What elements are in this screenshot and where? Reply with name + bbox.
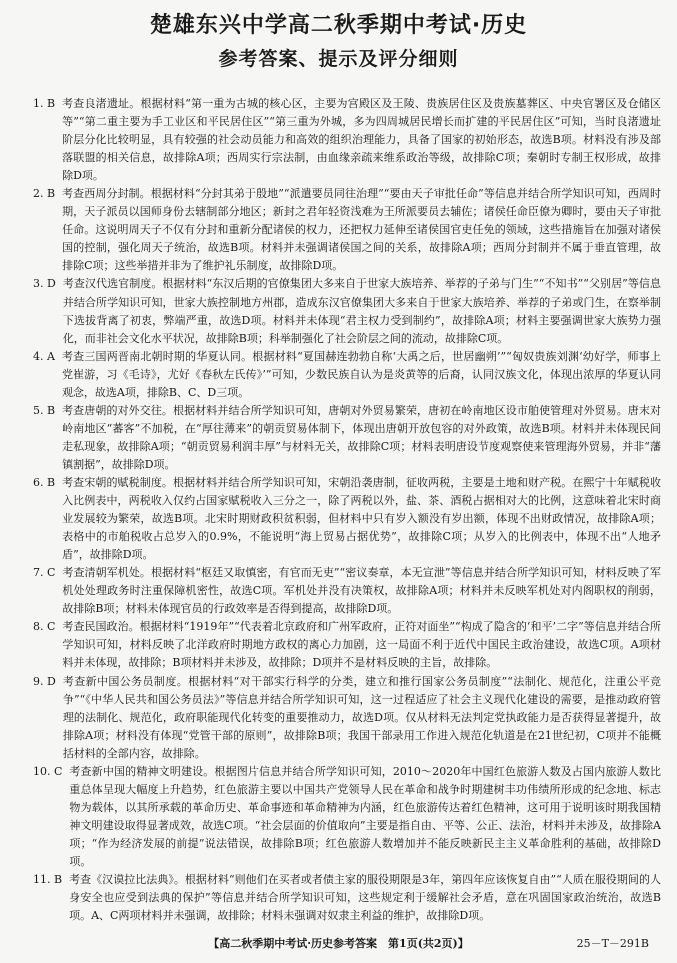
answer-number: 2. B [33, 187, 63, 201]
answer-item-11 [33, 871, 661, 925]
answer-item-1 [33, 95, 661, 185]
answer-explanation: 考查良渚遗址。根据材料“第一重为古城的核心区，主要为宫殿区及王陵、贵族居住区及贵族墓葬区、中央官署区及仓储区等”“第二重主要为手工业区和平民居住区”“第三重为外城，多为四周城居民增长而扩建的平民居住区”可知，当时良渚遗址阶层分化比较明显，具有较强的社会动员能力和高效的组织治理能力，具备了国家的初始形态，故选B项。材料没有涉及部落联盟的相关信息，故排除A项；西周实行宗法制，由血缘亲疏来维系政治等级，故排除C项；秦朝时专制王权形成，故排除D项。 [62, 97, 661, 183]
answer-explanation: 考查唐朝的对外交往。根据材料并结合所学知识可知，唐朝对外贸易繁荣，唐初在岭南地区设市舶使管理对外贸易。唐末对岭南地区“蕃客”不加税，在“厚往薄来”的朝贡贸易体制下，体现出唐朝开放包容的对外政策，故选B项。材料并未体现民间走私现象，故排除A项；“朝贡贸易利润丰厚”与材料无关，故排除C项；材料表明唐设节度观察使来管理海外贸易，并非“藩镇割据”，故排除D项。 [62, 403, 661, 471]
answer-item-5 [33, 402, 661, 474]
answer-explanation: 考查《汉谟拉比法典》。根据材料“则他们在买者或者债主家的服役期限是3年，第四年应该恢复自由”“人质在服役期间的人身安全也应受到法典的保护”等信息并结合所学知识可知，这些规定利于缓解社会矛盾，意在巩固国家政治统治，故选B项。A、C两项材料并未强调，故排除；材料未强调对奴隶主利益的维护，故排除D项。 [69, 873, 661, 923]
answer-explanation: 考查清朝军机处。根据材料“枢廷又取慎密，有官而无吏”“密议奏章，本无宣泄”等信息并结合所学知识可知，材料反映了军机处处理政务时注重保障机密性，故选C项。军机处并没有决策权，故排除A项；材料并未反映军机处对内阁职权的削弱，故排除B项；材料未体现官员的行政效率是否得到提高，故排除D项。 [62, 566, 661, 616]
answer-number: 9. D [33, 674, 63, 688]
answer-item-9 [33, 673, 661, 763]
footer-page-info: 【高二秋季期中考试·历史参考答案 第1页(共2页)】 [208, 937, 469, 950]
answer-item-7 [33, 564, 661, 618]
answer-number: 1. B [33, 97, 63, 110]
answer-number: 4. A [33, 349, 62, 363]
answer-explanation: 考查西周分封制。根据材料“分封其弟于殷地”“派遣要员同往治理”“要由天子审批任命”等信息并结合所学知识可知，西周时期，天子派员以国师身份去辖制部分地区；新封之君年轻资浅难为王所派要员去辅佐；诸侯任命臣僚为卿时，要由天子审批任命。这说明周天子不仅有分封和重新分配诸侯的权力，还把权力延伸至诸侯国官吏任免的领域，这些措施旨在加强对诸侯国的控制，强化周天子统治，故选B项。材料并未强调诸侯国之间的关系，故排除A项；西周分封制并不属于垂直管理，故排除C项；这些举措并非为了维护礼乐制度，故排除D项。 [62, 187, 661, 273]
answer-item-3 [33, 275, 661, 347]
answer-item-2 [33, 185, 661, 275]
answer-explanation: 考查新中国的精神文明建设。根据图片信息并结合所学知识可知，2010～2020年中国红色旅游人数及占国内旅游人数比重总体呈现大幅度上升趋势，红色旅游主要以中国共产党领导人民在革命和战争时期建树丰功伟绩所形成的纪念地、标志物为载体，以其所承载的革命历史、革命事迹和革命精神为内涵，红色旅游传达着红色精神，这可用于说明该时期我国精神文明建设取得显著成效，故选C项。“社会层面的价值取向”主要是指自由、平等、公正、法治，材料并未涉及，故排除A项；“作为经济发展的前提”说法错误，故排除B项；红色旅游人数增加并不能反映新民主主义革命胜利的基础，故排除D项。 [69, 764, 661, 868]
answer-number: 5. B [33, 403, 63, 417]
answer-explanation: 考查新中国公务员制度。根据材料“对干部实行科学的分类，建立和推行国家公务员制度”“法制化、规范化，注重公平竞争”“《中华人民共和国公务员法》”等信息并结合所学知识可知，这一过程适应了社会主义现代化建设的需要，是推动政府管理的法制化、规范化，政府职能现代化转变的重要推动力，故选D项。仅从材料无法判定党执政能力是否获得显著提升，故排除A项；材料没有体现“党管干部的原则”，故排除B项；我国干部录用工作进入规范化轨道是在21世纪初，C项并不能概括材料的全部内容，故排除。 [62, 674, 661, 760]
answer-item-10 [33, 763, 661, 871]
answer-item-8 [33, 618, 661, 672]
page-title: 楚雄东兴中学高二秋季期中考试·历史 [149, 13, 528, 38]
answer-number: 11. B [33, 873, 70, 887]
answer-list [33, 95, 661, 925]
answer-number: 6. B [33, 475, 63, 489]
answer-number: 10. C [33, 764, 70, 778]
answer-item-6 [33, 474, 661, 564]
answer-number: 7. C [33, 566, 63, 580]
answer-explanation: 考查汉代选官制度。根据材料“东汉后期的官僚集团大多来自于世家大族培养、举荐的子弟与门生”“不知书”“父别居”等信息并结合所学知识可知，世家大族控制地方州郡，造成东汉官僚集团大多来自于世家大族培养、举荐的子弟或门生，在察举制下选拔背离了初衷，弊端严重，故选D项。材料并未体现“君主权力受到制约”，故排除A项；材料主要强调世家大族势力强化，而非社会文化水平状况，故排除B项；科举制强化了社会阶层之间的流动，故排除C项。 [62, 277, 661, 345]
page-subtitle: 参考答案、提示及评分细则 [218, 48, 459, 70]
answer-explanation: 考查宋朝的赋税制度。根据材料并结合所学知识可知，宋朝沿袭唐制，征收两税，主要是土地和财产税。在熙宁十年赋税收入比例表中，两税收入仅约占国家赋税收入三分之一，除了两税以外，盐、茶、酒税占据相对大的比例，这意味着北宋时商业发展较为繁荣，故选B项。北宋时期财政积贫积弱，但材料中只有岁入额没有岁出额，体现不出财政情况，故排除A项；表格中的市舶税收占总岁入的0.9%，不能说明“海上贸易占据优势”，故排除C项；从岁入的比例表中，体现不出“人地矛盾”，故排除D项。 [62, 475, 661, 562]
footer-doc-code: 25－T－291B [576, 937, 649, 950]
answer-explanation: 考查三国两晋南北朝时期的华夏认同。根据材料“夏国赫连勃勃自称‘大禹之后，世居幽朔’”“匈奴贵族刘渊‘幼好学，师事上党崔游，习《毛诗》，尤好《春秋左氏传》’”可知，少数民族自认为是炎黄等的后裔，认同汉族文化，体现出浓厚的华夏认同观念，故选A项，排除B、C、D三项。 [61, 349, 661, 399]
answer-item-4 [33, 348, 661, 402]
answer-explanation: 考查民国政治。根据材料“1919年”“代表着北京政府和广州军政府，正符对面坐”“构成了隐含的‘和平’二字”等信息并结合所学知识可知，材料反映了北洋政府时期地方政权的离心力加剧，这一局面不利于近代中国民主政治建设，故选C项。A项材料并未体现，故排除；B项材料并未涉及，故排除；D项并不是材料反映的主旨，故排除。 [62, 620, 661, 670]
answer-number: 3. D [33, 277, 63, 291]
answer-number: 8. C [33, 620, 63, 634]
